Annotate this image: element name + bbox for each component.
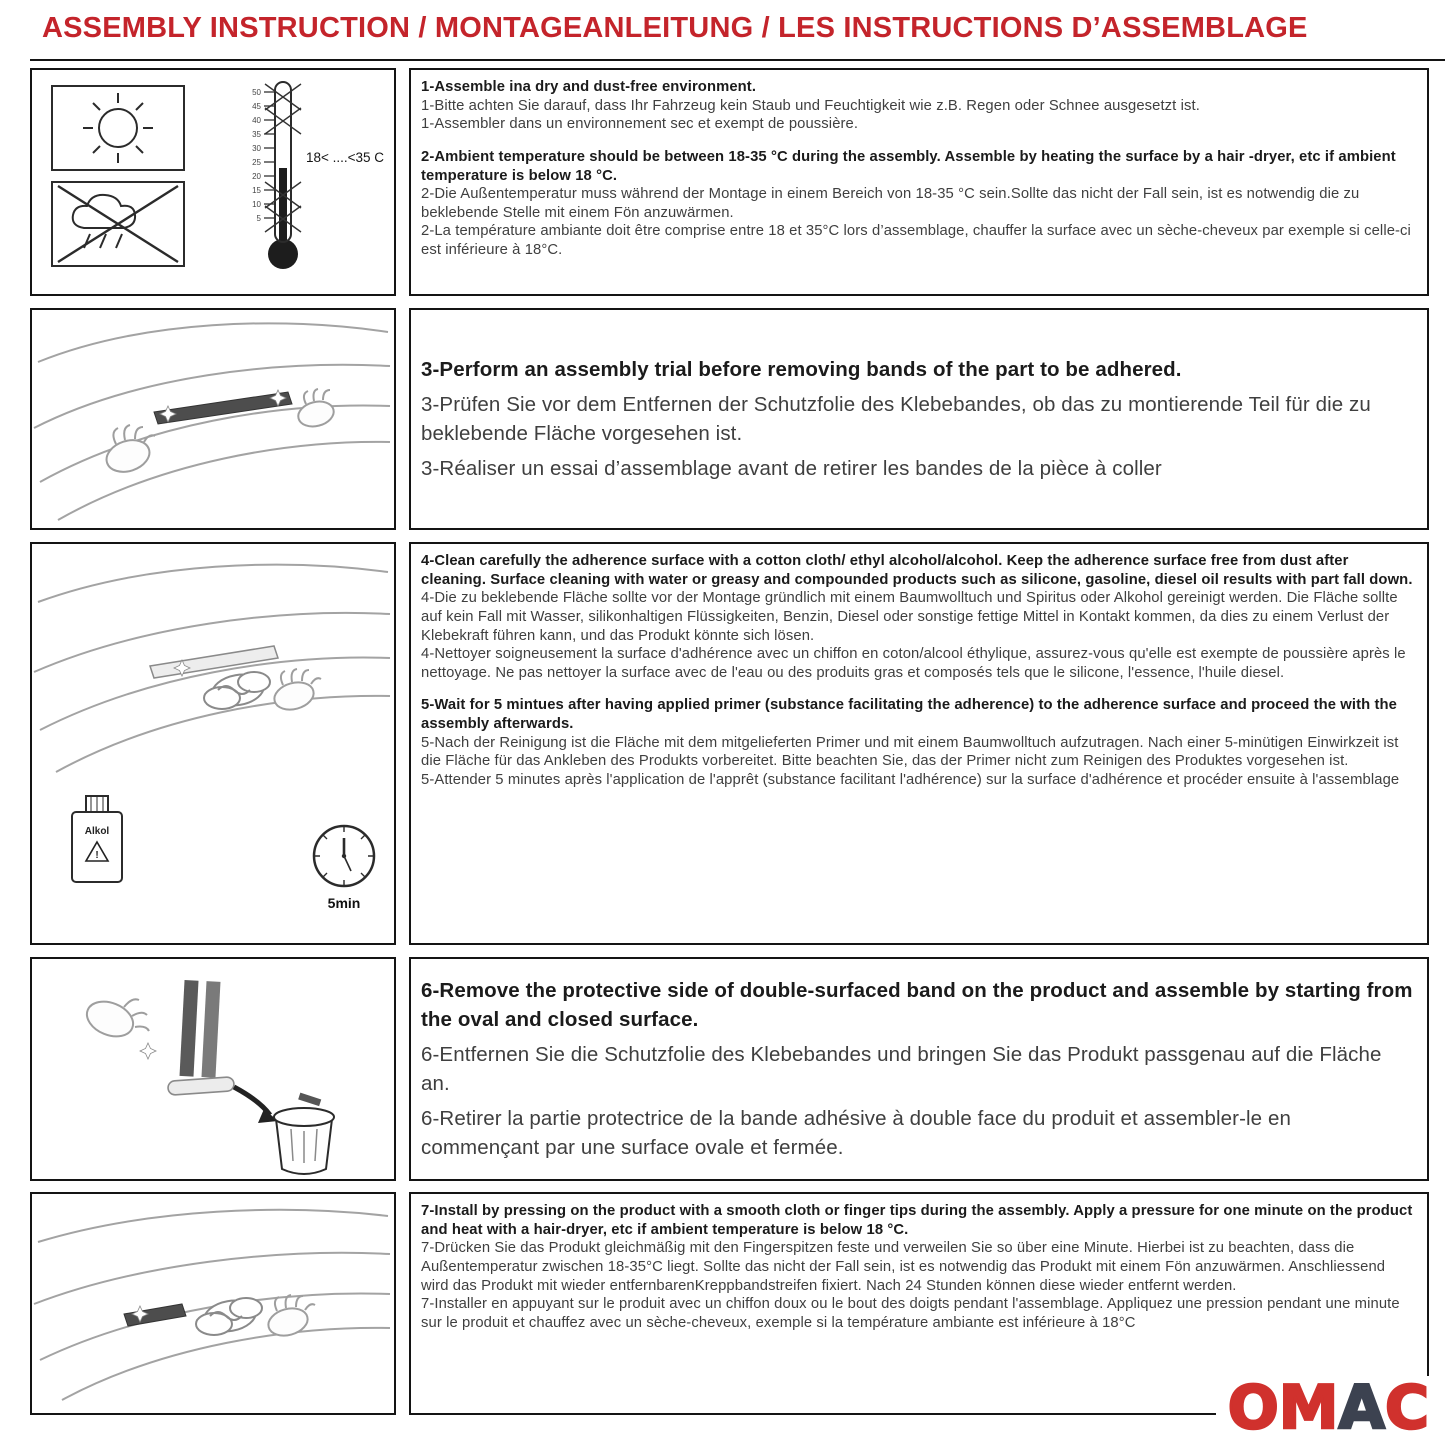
title-divider <box>30 59 1445 61</box>
protective-band-strips <box>180 980 221 1078</box>
step-6-text-box <box>409 957 1429 1181</box>
hand-icon <box>265 1295 315 1340</box>
arrow-down-icon <box>234 1087 278 1123</box>
svg-text:5: 5 <box>256 214 261 223</box>
cleaning-cloth-illustration <box>32 544 394 943</box>
step-4-text-de: 4-Die zu beklebende Fläche sollte vor der Montage gründlich mit einem Baumwolltuch und Spiritus oder Alkohol gereinigt werden. Die Fläche sollte auf kein Fall mit Wasser, silikonhaltigen Flüssigkeiten, Benzin, Diesel oder sonstige fettige Mittel in Kontakt kommen, da dies zu einem Verlust der Klebekraft führen kann, und das Produkt könnte sich lösen. <box>421 590 1398 644</box>
svg-text:10: 10 <box>252 200 261 209</box>
door-sill-trial-illustration <box>32 310 394 528</box>
step-6-illustration-box <box>30 957 396 1181</box>
paragraph-spacer <box>421 134 1415 148</box>
step-5-text-fr: 5-Attender 5 minutes après l'application de l'apprêt (substance facilitant l'adhérence) sur la surface d'adhérence et procéder ensuite à l'assemblage <box>421 772 1400 789</box>
step-7-text-de: 7-Drücken Sie das Produkt gleichmäßig mit den Fingerspitzen feste und verweilen Sie so über eine Minute. Hierbei ist zu beachten, dass die Außentemperatur zwischen 18-35°C liegt. Sollte das nicht der Fall sein, ist es notwendig das Produkt mit einem Fön anzuwärmen. Anschliessend wird das Produkt mit wieder entfernbarenKreppbandstreifen fixiert. Nach 24 Stunden können diese wieder entfernt werden. <box>421 1240 1386 1294</box>
right-hand-icon <box>296 389 337 430</box>
step-3-text-fr: 3-Réaliser un essai d’assemblage avant de retirer les bandes de la pièce à coller <box>421 457 1162 481</box>
step-1-2-illustration-box <box>30 68 396 296</box>
logo-part-om: OM <box>1227 1373 1339 1443</box>
sparkle-icon <box>140 1043 156 1059</box>
environment-temperature-illustration <box>32 70 394 294</box>
step-6-text-en: 6-Remove the protective side of double-surfaced band on the product and assemble by starting from the oval and closed surface. <box>421 978 1413 1031</box>
left-hand-icon <box>102 425 155 477</box>
step-7-text-en: 7-Install by pressing on the product with a smooth cloth or finger tips during the assembly. Apply a pressure for one minute on the product and heat with a hair-dryer, etc if ambient temperature is below 18 °C. <box>421 1203 1413 1238</box>
step-4-text-en: 4-Clean carefully the adherence surface with a cotton cloth/ ethyl alcohol/alcohol. Keep the adherence surface free from dust after cleaning. Surface cleaning with water or greasy and compounded products such as silicone, gasoline, diesel oil results with part fall down. <box>421 553 1413 588</box>
svg-text:25: 25 <box>252 158 261 167</box>
step-2-text-fr: 2-La température ambiante doit être comprise entre 18 et 35°C lors d’assemblage, chauffer la surface avec un sèche-cheveux par exemple si celle-ci est inférieure à 18°C. <box>421 223 1411 259</box>
step-1-text-fr: 1-Assembler dans un environnement sec et exempt de poussière. <box>421 116 859 133</box>
step-3-illustration-box <box>30 308 396 530</box>
cloth-icon <box>196 1297 262 1336</box>
step-4-5-illustration-box <box>30 542 396 945</box>
press-cloth-illustration <box>32 1194 394 1413</box>
step-1-text-en: 1-Assemble ina dry and dust-free environment. <box>421 79 757 95</box>
sun-icon <box>52 86 184 170</box>
page-title: ASSEMBLY INSTRUCTION / MONTAGEANLEITUNG / LES INSTRUCTIONS D’ASSEMBLAGE <box>42 12 1308 44</box>
svg-text:30: 30 <box>252 144 261 153</box>
step-4-5-text-box <box>409 542 1429 945</box>
step-2-text-en: 2-Ambient temperature should be between 18-35 °C during the assembly. Assemble by heating the surface by a hair -dryer, etc if ambient temperature is below 18 °C. <box>421 148 1396 184</box>
svg-text:20: 20 <box>252 172 261 181</box>
omac-logo <box>1216 1373 1431 1443</box>
svg-text:!: ! <box>95 850 99 861</box>
step-3-text-box <box>409 308 1429 530</box>
cloth-icon <box>204 671 270 710</box>
thermometer-icon <box>252 82 384 269</box>
alcohol-bottle-icon <box>72 796 122 882</box>
peel-band-illustration <box>32 959 394 1179</box>
paragraph-spacer <box>421 682 1415 696</box>
svg-text:50: 50 <box>252 88 261 97</box>
step-3-text-en: 3-Perform an assembly trial before removing bands of the part to be adhered. <box>421 357 1182 381</box>
svg-text:45: 45 <box>252 102 261 111</box>
step-6-text-fr: 6-Retirer la partie protectrice de la bande adhésive à double face du produit et assembler-le en commençant par une surface ovale et fermée. <box>421 1107 1291 1160</box>
svg-text:15: 15 <box>252 186 261 195</box>
hand-icon <box>271 669 321 714</box>
step-3-text-de: 3-Prüfen Sie vor dem Entfernen der Schutzfolie des Klebebandes, ob das zu montierende Teil für die zu beklebende Fläche vorgesehen ist. <box>421 392 1371 445</box>
no-rain-icon <box>52 182 184 266</box>
step-5-text-en: 5-Wait for 5 mintues after having applied primer (substance facilitating the adherence) to the adherence surface and proceed the with the assembly afterwards. <box>421 697 1397 733</box>
step-5-text-de: 5-Nach der Reinigung ist die Fläche mit dem mitgelieferten Primer und mit einem Baumwolltuch aufzutragen. Nach einer 5-minütigen Einwirkzeit ist die Fläche für das Ankleben des Produkts vorbereitet. Bitte beachten Sie, das der Primer nicht zum Reinigen des Produktes vorgesehen ist. <box>421 734 1399 770</box>
logo-part-a: A <box>1338 1373 1385 1443</box>
step-4-text-fr: 4-Nettoyer soigneusement la surface d'adhérence avec un chiffon en coton/alcool éthylique, assurez-vous qu'elle est exempte de poussière après le nettoyage. Ne pas nettoyer la surface avec de l'eau ou des produits gras et composés tels que le silicone, l'essence, l'huile diesel. <box>421 646 1406 681</box>
product-part <box>168 1077 235 1096</box>
step-6-text-de: 6-Entfernen Sie die Schutzfolie des Klebebandes und bringen Sie das Produkt passgenau auf die Fläche an. <box>421 1042 1382 1095</box>
wait-time-label: 5min <box>327 895 361 911</box>
logo-part-c: C <box>1384 1373 1429 1443</box>
step-7-text-fr: 7-Installer en appuyant sur le produit avec un chiffon doux ou le bout des doigts pendant l'assemblage. Appliquez une pression pendant une minute sur le produit et chauffez avec un sèche-cheveux, exemple si la température ambiante est inférieure à 18°C <box>421 1296 1400 1331</box>
trash-can-icon <box>274 1093 334 1174</box>
svg-text:40: 40 <box>252 116 261 125</box>
step-7-illustration-box <box>30 1192 396 1415</box>
temp-range-label: 18< ....<35 C <box>306 150 385 165</box>
step-1-2-text-box <box>409 68 1429 296</box>
clock-icon <box>314 826 374 911</box>
svg-text:35: 35 <box>252 130 261 139</box>
step-1-text-de: 1-Bitte achten Sie darauf, dass Ihr Fahrzeug kein Staub und Feuchtigkeit wie z.B. Regen oder Schnee ausgesetzt ist. <box>421 97 1200 114</box>
step-2-text-de: 2-Die Außentemperatur muss während der Montage in einem Bereich von 18-35 °C sein.Sollte das nicht der Fall sein, ist es notwendig die zu beklebende Stelle mit einem Fön anzuwärmen. <box>421 186 1360 221</box>
hand-icon <box>82 995 149 1043</box>
bottle-label: Alkol <box>84 826 110 837</box>
